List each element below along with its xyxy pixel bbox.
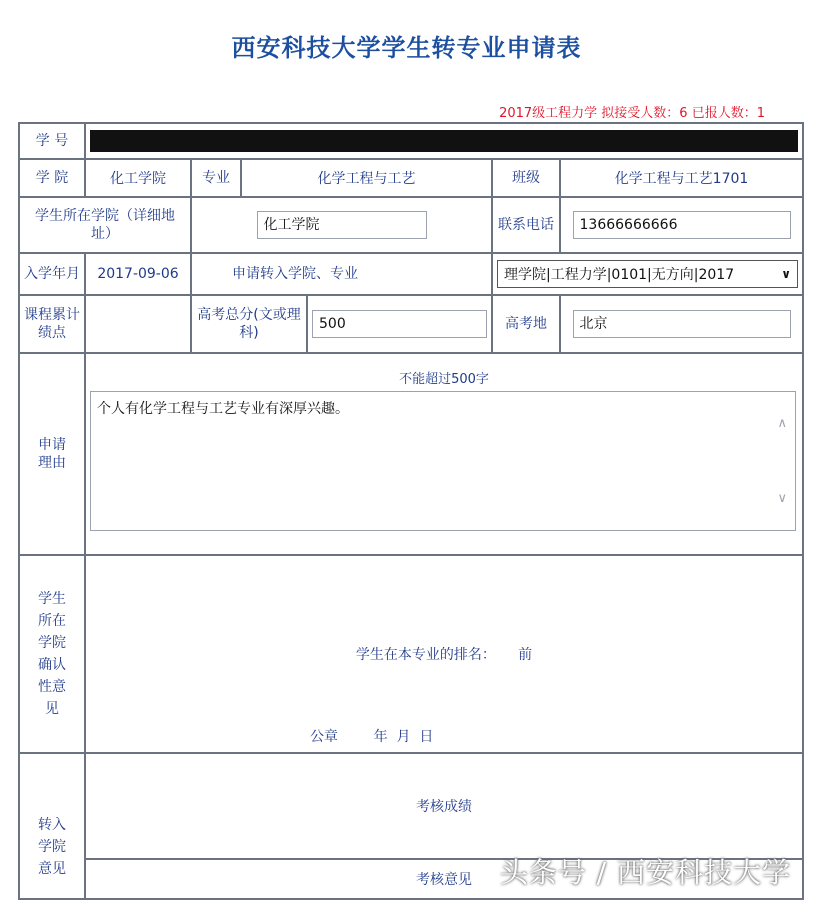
row-confirm (19, 555, 803, 753)
score-input[interactable]: 500 (312, 310, 487, 338)
row-college (19, 159, 803, 197)
exam-place-label: 高考地 (492, 295, 560, 353)
student-id-redacted-field[interactable] (90, 130, 798, 152)
address-input[interactable]: 化工学院 (257, 211, 427, 239)
class-label: 班级 (492, 159, 560, 197)
score-label: 高考总分(文或理科) (191, 295, 307, 353)
rank-text: 学生在本专业的排名： 前 (355, 647, 533, 663)
row-enroll (19, 253, 803, 295)
phone-cell (560, 197, 803, 253)
application-form-table (18, 122, 804, 900)
reason-textarea[interactable] (90, 391, 796, 531)
gpa-label: 课程累计绩点 (19, 295, 85, 353)
row-score (19, 295, 803, 353)
exam-place-input[interactable]: 北京 (573, 310, 791, 338)
seal-date-text: 公章 年 月 日 (310, 729, 434, 745)
row-student-id (19, 123, 803, 159)
apply-major-select[interactable] (497, 260, 798, 288)
watermark: 头条号 / 西安科技大学 (499, 856, 791, 889)
exam-result-cell (85, 753, 803, 859)
college-confirm-cell (85, 555, 803, 753)
address-label: 学生所在学院（详细地址） (19, 197, 191, 253)
gpa-value (85, 295, 191, 353)
student-id-label: 学 号 (19, 123, 85, 159)
address-cell (191, 197, 492, 253)
college-value: 化工学院 (85, 159, 191, 197)
scroll-up-icon[interactable]: ∧ (777, 415, 788, 431)
target-college-label: 转入学院意见 (19, 753, 85, 899)
exam-result-label: 考核成绩 (416, 799, 473, 815)
college-confirm-label: 学生所在学院确认性意见 (19, 555, 85, 753)
phone-input[interactable]: 13666666666 (573, 211, 791, 239)
reason-text: 个人有化学工程与工艺专业有深厚兴趣。 (97, 400, 349, 417)
college-label: 学 院 (19, 159, 85, 197)
apply-major-cell (492, 253, 803, 295)
row-address (19, 197, 803, 253)
chevron-down-icon[interactable]: ∨ (781, 267, 792, 281)
enroll-date-label: 入学年月 (19, 253, 85, 295)
enroll-date-value: 2017-09-06 (85, 253, 191, 295)
scroll-down-icon[interactable]: ∨ (777, 490, 788, 506)
class-value: 化学工程与工艺1701 (560, 159, 803, 197)
reason-hint: 不能超过500字 (399, 371, 489, 387)
apply-major-selected: 理学院|工程力学|0101|无方向|2017 (504, 267, 735, 283)
reason-cell (85, 353, 803, 555)
row-reason (19, 353, 803, 555)
major-label: 专业 (191, 159, 241, 197)
row-target-exam (19, 753, 803, 859)
phone-label: 联系电话 (492, 197, 560, 253)
student-id-cell (85, 123, 803, 159)
reason-label: 申请理由 (19, 353, 85, 555)
score-cell (307, 295, 492, 353)
exam-opinion-label: 考核意见 (416, 872, 473, 888)
exam-place-cell (560, 295, 803, 353)
major-value: 化学工程与工艺 (241, 159, 492, 197)
form-title: 西安科技大学学生转专业申请表 (231, 34, 582, 62)
apply-major-label: 申请转入学院、专业 (191, 253, 492, 295)
quota-note: 2017级工程力学 拟接受人数：6 已报人数：1 (499, 106, 765, 121)
